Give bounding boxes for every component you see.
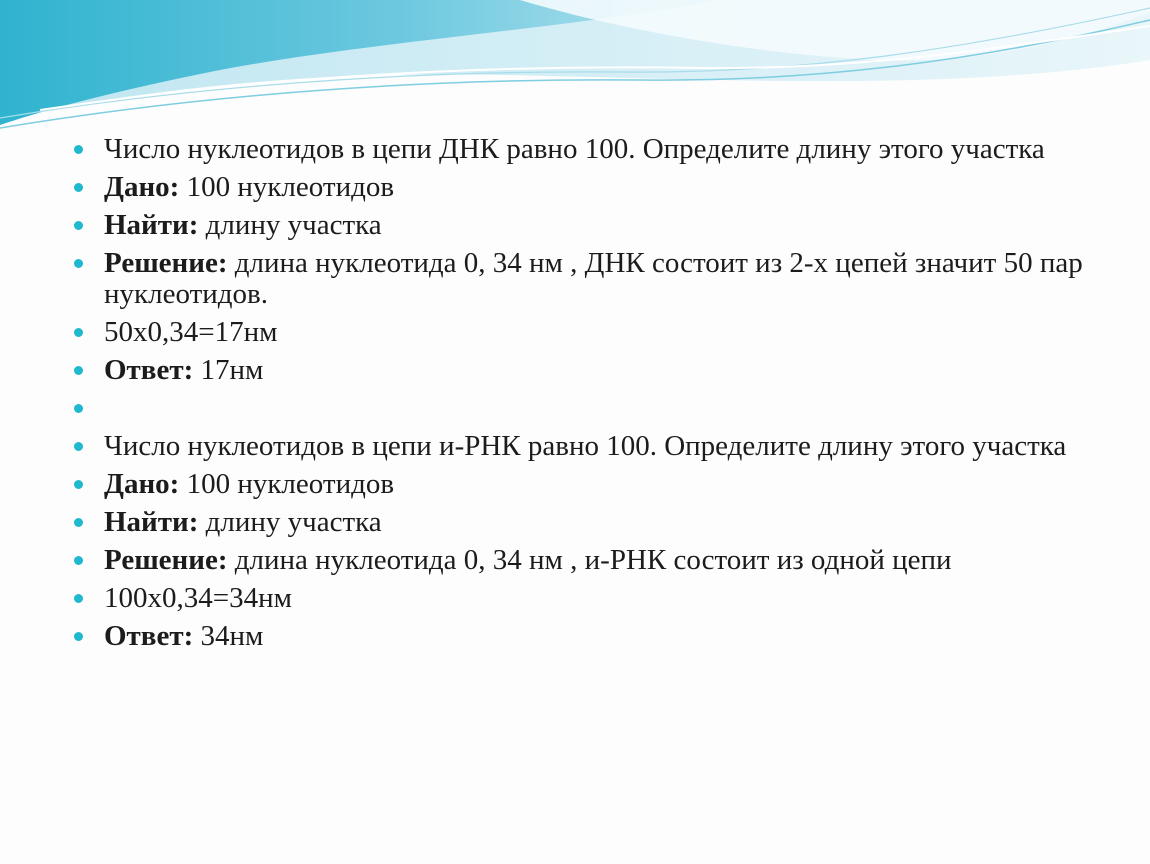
bullet-dot-icon [74,183,83,192]
bullet-dot-icon [74,221,83,230]
bullet-dot-icon [74,145,83,154]
list-item: Число нуклеотидов в цепи ДНК равно 100. Определите длину этого участка [70,134,1090,165]
list-item-empty [70,393,1090,424]
bullet-dot-icon [74,594,83,603]
bullet-dot-icon [74,480,83,489]
bullet-list [70,134,1090,652]
list-item: 100х0,34=34нм [70,583,1090,614]
wave-banner [0,0,1150,140]
bullet-dot-icon [74,556,83,565]
list-item: Дано: 100 нуклеотидов [70,469,1090,500]
bullet-dot-icon [74,259,83,268]
bullet-dot-icon [74,328,83,337]
bullet-dot-icon [74,366,83,375]
list-item: Найти: длину участка [70,210,1090,241]
list-item: Найти: длину участка [70,507,1090,538]
bullet-dot-icon [74,632,83,641]
list-item: Решение: длина нуклеотида 0, 34 нм , и-РНК состоит из одной цепи [70,545,1090,576]
slide-body [70,134,1090,659]
list-item: Ответ: 34нм [70,621,1090,652]
list-item: Решение: длина нуклеотида 0, 34 нм , ДНК состоит из 2-х цепей значит 50 пар нуклеотидов. [70,248,1090,310]
bullet-dot-icon [74,518,83,527]
list-item: Число нуклеотидов в цепи и-РНК равно 100. Определите длину этого участка [70,431,1090,462]
bullet-dot-icon [74,404,83,413]
bullet-dot-icon [74,442,83,451]
list-item: Дано: 100 нуклеотидов [70,172,1090,203]
list-item: Ответ: 17нм [70,355,1090,386]
list-item: 50х0,34=17нм [70,317,1090,348]
